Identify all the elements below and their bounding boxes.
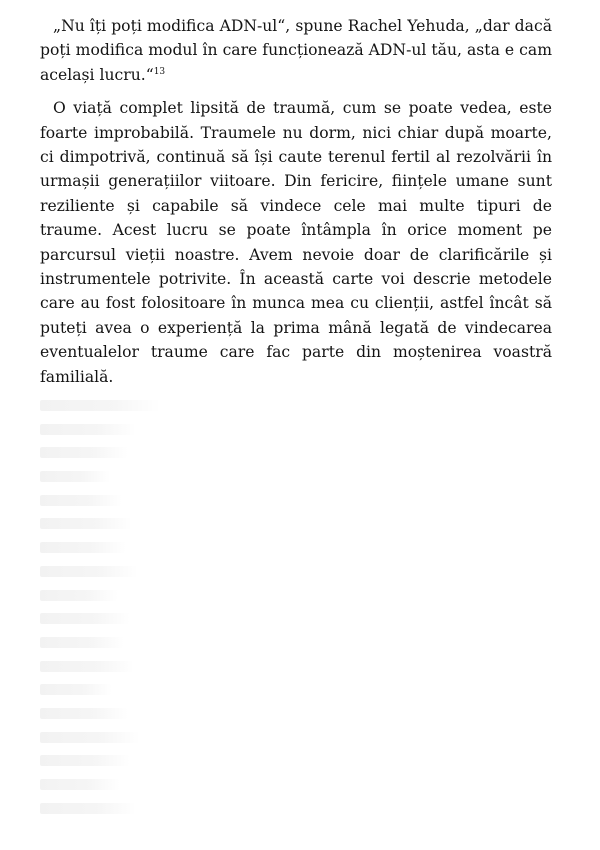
bleed-through-text: [18, 93, 23, 108]
body-text: [40, 14, 552, 389]
body-paragraph: O viață complet lipsită de traumă, cum se poate vedea, este foarte improbabilă. Traumele nu dorm, nici chiar după moarte, ci dimpotrivă, continuă să își caute terenul fertil al rezolvării în urmașii generațiilor viitoare. Din fericire, ființele umane sunt reziliente și capabile să vindece cele mai multe tipuri de traume. Acest lucru se poate întâmpla în orice moment pe parcursul vieții noastre. Avem nevoie doar de clarificările și instrumentele potrivite. În această carte voi descrie metodele care au fost folositoare în munca mea cu clienții, astfel încât să puteți avea o experiență la prima mână legată de vindecarea eventualelor traume care fac parte din moștenirea voastră familială.: [40, 99, 552, 386]
quote-paragraph: [40, 14, 552, 87]
footnote-marker: 13: [153, 66, 166, 77]
bleed-through-area: [40, 400, 200, 826]
bleed-through-text: [18, 18, 23, 33]
quote-text: „Nu îți poți modifica ADN-ul“, spune Rachel Yehuda, „dar dacă poți modifica modul în care funcționează ADN-ul tău, asta e cam același lucru.“: [40, 17, 552, 84]
